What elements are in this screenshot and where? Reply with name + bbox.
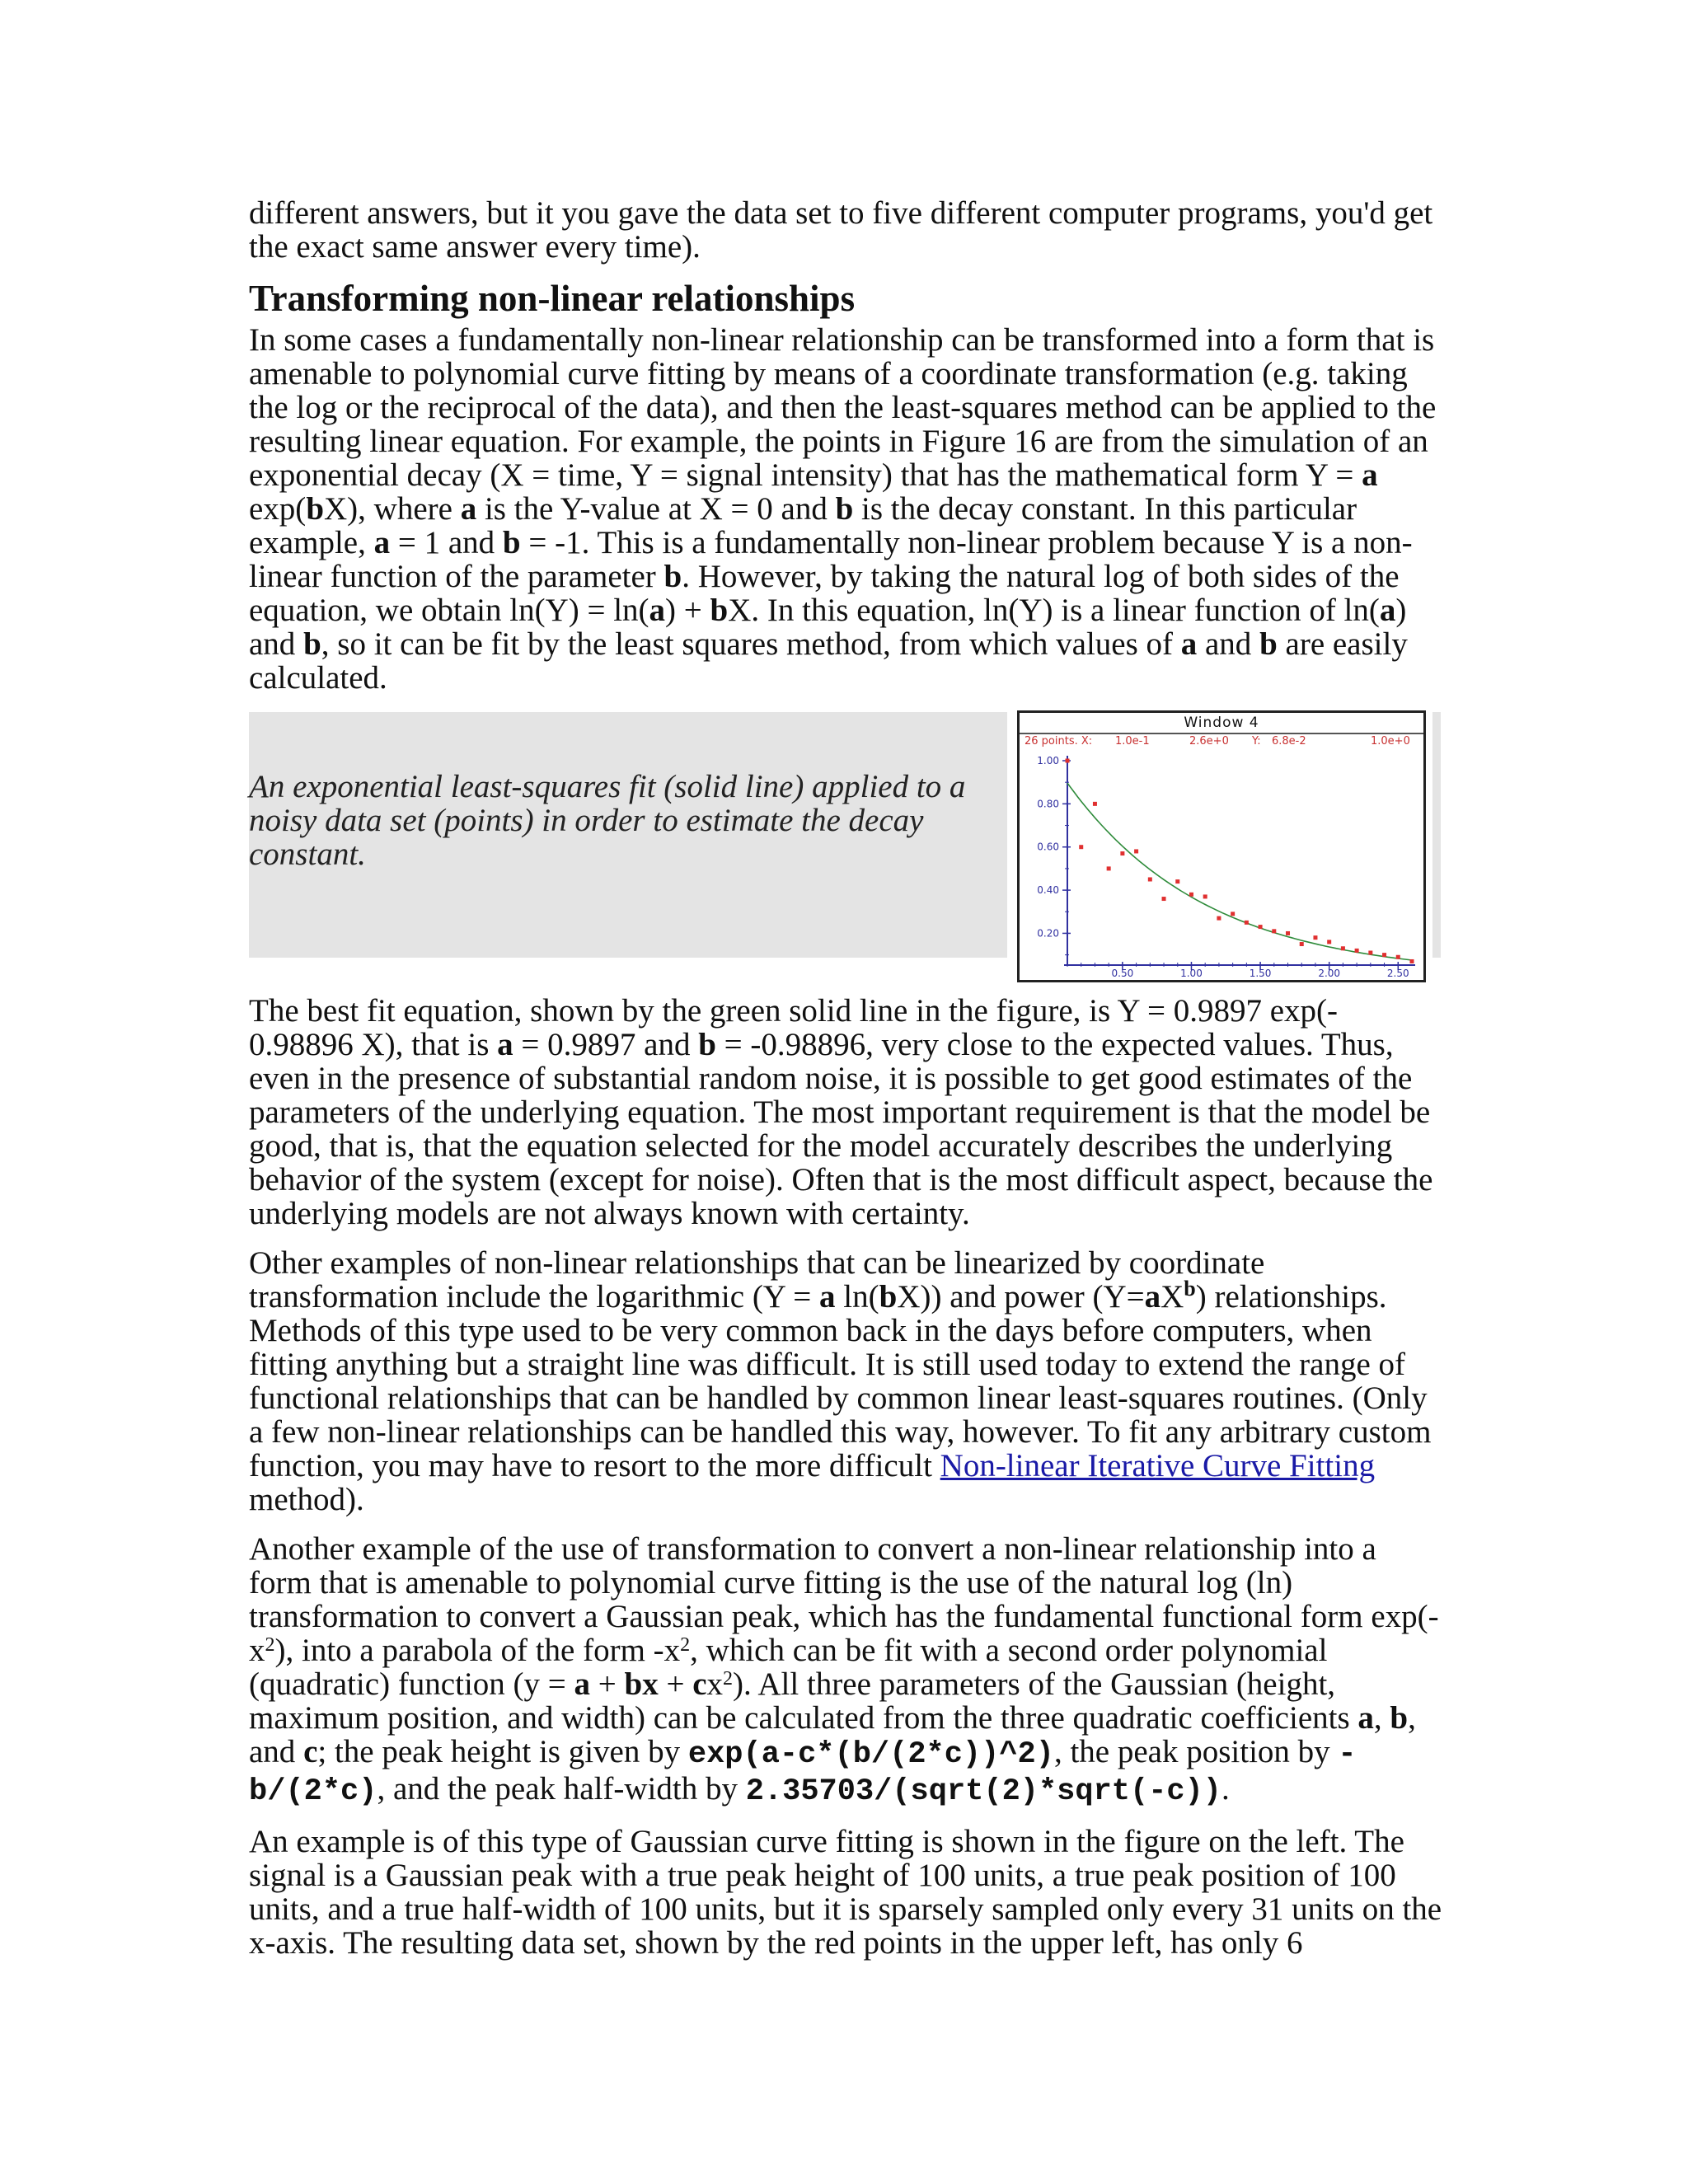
figure-caption: An exponential least-squares fit (solid line) applied to a noisy data set (points) in order to estimate the decay constant. <box>249 769 966 872</box>
intro-paragraph-tail: different answers, but it you gave the data set to five different computer programs, you'd get the exact same answer every time). <box>249 195 1433 265</box>
data-point <box>1093 802 1097 806</box>
caption-box-edge <box>1432 712 1441 958</box>
caption-box <box>249 712 1007 958</box>
data-point <box>1134 849 1138 853</box>
data-point <box>1245 921 1249 925</box>
data-point <box>1066 759 1070 763</box>
readout-y-max: 1.0e+0 <box>1371 735 1410 748</box>
data-point <box>1300 942 1304 946</box>
x-tick-label: 1.50 <box>1249 968 1272 979</box>
readout-x-max: 2.6e+0 <box>1189 735 1229 748</box>
fit-line <box>1067 783 1412 960</box>
plot-window <box>1017 710 1426 982</box>
paragraph-gaussian-example: An example is of this type of Gaussian curve fitting is shown in the figure on the left. The signal is a Gaussian peak with a true peak height of 100 units, a true peak position of 100 units, and a true half-width of 100 units, but it is sparsely sampled only every 31 units on the x-axis. The resulting data set, shown by the red points in the upper left, has only 6 <box>249 1824 1442 1961</box>
y-tick-label: 1.00 <box>1037 755 1059 766</box>
data-point <box>1189 893 1193 897</box>
readout-x-min: 1.0e-1 <box>1115 735 1150 748</box>
y-tick-label: 0.60 <box>1037 841 1059 853</box>
data-point <box>1396 955 1400 959</box>
nonlinear-fitting-link[interactable]: Non-linear Iterative Curve Fitting <box>940 1448 1376 1483</box>
paragraph-gaussian-transform: Another example of the use of transformation to convert a non-linear relationship into a form that is amenable to polynomial curve fitting is the use of the natural log (ln) transformation to convert a Gaussian peak, which has the fundamental functional form $\exp(-x^2)$, into a parabola of the form $-x^2$, which can be fit with a second order polynomial (quadratic) function (y = a + bx + $cx^2$). All three parameters of the Gaussian (height, maximum position, and width) can be calculated from the three quadratic coefficients a, b, and c; the peak height is given by exp(a-c*(b/(2*c))^2), the peak position by -b/(2*c), and the peak half-width by 2.35703/(sqrt(2)*sqrt(-c)). <box>249 1531 1439 1809</box>
paragraph-transform-intro: In some cases a fundamentally non-linear relationship can be transformed into a form that is amenable to polynomial curve fitting by means of a coordinate transformation (e.g. taking the log or the reciprocal of the data), and then the least-squares method can be applied to the resulting linear equation. For example, the points in Figure 16 are from the simulation of an exponential decay (X = time, Y = signal intensity) that has the mathematical form Y = a exp(bX), where a is the Y-value at X = 0 and b is the decay constant. In this particular example, a = 1 and b = -1. This is a fundamentally non-linear problem because Y is a non-linear function of the parameter b. However, by taking the natural log of both sides of the equation, we obtain ln(Y) = ln(a) + bX. In this equation, ln(Y) is a linear function of ln(a) and b, so it can be fit by the least squares method, from which values of a and b are easily calculated. <box>249 322 1437 696</box>
data-point <box>1355 949 1359 953</box>
readout-y-label: Y: <box>1252 735 1261 748</box>
y-tick-label: 0.20 <box>1037 927 1059 940</box>
data-point <box>1341 946 1345 950</box>
x-tick-label: 0.50 <box>1111 968 1134 979</box>
window-title: Window 4 <box>1020 713 1423 734</box>
data-point <box>1272 929 1276 933</box>
data-point <box>1107 866 1111 870</box>
section-heading: Transforming non-linear relationships <box>249 278 856 319</box>
peak-position-formula: -b/(2*c) <box>249 1737 1357 1809</box>
data-point <box>1259 925 1263 929</box>
figure-row <box>249 710 1446 994</box>
data-point <box>1368 951 1372 955</box>
paragraph-best-fit: The best fit equation, shown by the green solid line in the figure, is Y = 0.9897 exp(- 0.98896 X), that is a = 0.9897 and b = -0.98896, very close to the expected values. Thus, even in the presence of substantial random noise, it is possible to get good estimates of the parameters of the underlying equation. The most important requirement is that the model be good, that is, that the equation selected for the model accurately describes the underlying behavior of the system (except for noise). Often that is the most difficult aspect, because the underlying models are not always known with certainty. <box>249 993 1433 1231</box>
data-point <box>1382 953 1386 957</box>
data-point <box>1148 877 1152 881</box>
data-point <box>1313 935 1317 940</box>
data-point <box>1162 897 1166 901</box>
paragraph-other-examples: Other examples of non-linear relationships that can be linearized by coordinate transformation include the logarithmic (Y = a ln(bX)) and power $(Y=aX^b)$ relationships. Methods of this type used to be very common back in the days before computers, when fitting anything but a straight line was difficult. It is still used today to extend the range of functional relationships that can be handled by common linear least-squares routines. (Only a few non-linear relationships can be handled this way, however. To fit any arbitrary custom function, you may have to resort to the more difficult Non-linear Iterative Curve Fitting method). <box>249 1245 1432 1517</box>
readout-points: 26 points. X: <box>1025 735 1093 748</box>
readout-y-min: 6.8e-2 <box>1272 735 1306 748</box>
data-point <box>1079 845 1083 849</box>
y-tick-label: 0.40 <box>1037 884 1059 897</box>
peak-height-formula: exp(a-c*(b/(2*c))^2) <box>687 1737 1054 1772</box>
peak-halfwidth-formula: 2.35703/(sqrt(2)*sqrt(-c)) <box>745 1774 1222 1809</box>
data-point <box>1286 931 1290 935</box>
data-point <box>1231 912 1235 916</box>
y-tick-label: 0.80 <box>1037 798 1059 810</box>
document-page <box>249 196 1446 1975</box>
data-point <box>1217 916 1221 921</box>
data-point <box>1120 851 1124 855</box>
scatter-plot <box>1020 713 1423 980</box>
data-point <box>1175 879 1179 883</box>
data-point <box>1410 959 1414 963</box>
data-point <box>1327 940 1331 944</box>
data-point <box>1203 894 1207 898</box>
x-tick-label: 1.00 <box>1180 968 1203 979</box>
x-tick-label: 2.00 <box>1318 968 1341 979</box>
x-tick-label: 2.50 <box>1386 968 1409 979</box>
